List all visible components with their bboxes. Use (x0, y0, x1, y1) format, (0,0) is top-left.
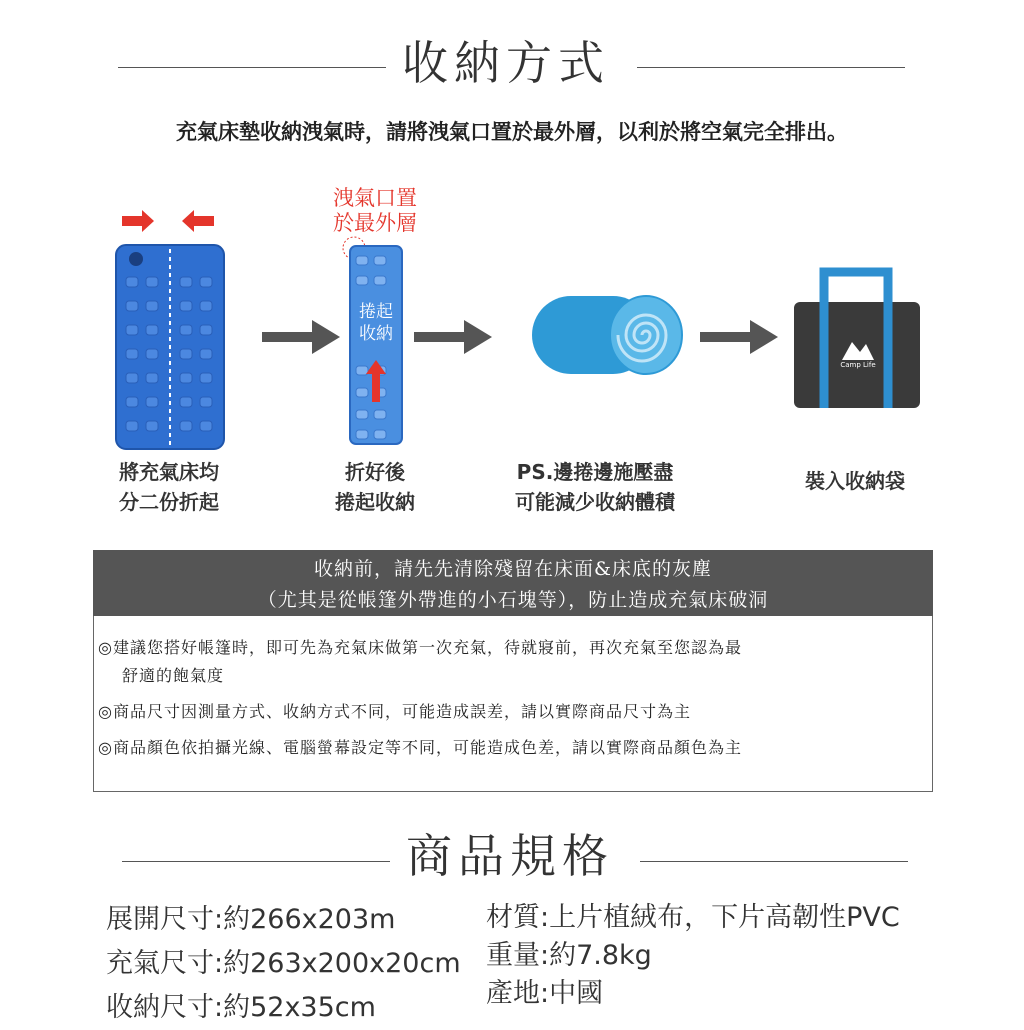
step-caption-4 (770, 466, 940, 496)
step-caption-1 (84, 457, 254, 517)
step-arrow-1 (262, 317, 342, 357)
spec-rule-left (122, 861, 390, 862)
section-title-specs: 商品規格 (406, 829, 614, 883)
step-caption-3 (480, 457, 710, 517)
roll-label (350, 301, 402, 345)
section-title-storage: 收納方式 (402, 36, 610, 90)
step-arrow-2 (414, 317, 494, 357)
fold-arrows-icon (118, 206, 218, 236)
title-rule-right (637, 67, 905, 68)
step-caption-2-line2: 捲起收納 (335, 490, 415, 514)
step-caption-4-line1: 裝入收納袋 (805, 469, 905, 493)
step-caption-3-line1: PS.邊捲邊施壓盡 (516, 460, 674, 484)
valve-note-line2: 於最外層 (333, 211, 417, 235)
spec-inflated-size: 充氣尺寸:約263x200x20cm (106, 948, 461, 979)
spec-rule-right (640, 861, 908, 862)
specs-right (486, 896, 900, 1016)
storage-bag-image (790, 262, 924, 412)
spec-unfolded-size: 展開尺寸:約266x203m (106, 904, 396, 935)
spec-stored-size: 收納尺寸:約52x35cm (106, 992, 376, 1023)
roll-label-line2: 收納 (359, 324, 393, 344)
notice-line2: （尤其是從帳篷外帶進的小石塊等），防止造成充氣床破洞 (257, 589, 769, 611)
step-caption-1-line1: 將充氣床均 (119, 460, 219, 484)
mattress-flat-image (114, 243, 226, 451)
step-caption-3-line2: 可能減少收納體積 (515, 490, 675, 514)
bag-logo: Camp Life (840, 361, 876, 369)
specs-left (106, 898, 461, 1030)
valve-note-line1: 洩氣口置 (333, 186, 417, 210)
tip-1-line1: ◎建議您搭好帳篷時，即可先為充氣床做第一次充氣，待就寢前，再次充氣至您認為最 (98, 638, 742, 657)
intro-text: 充氣床墊收納洩氣時，請將洩氣口置於最外層，以利於將空氣完全排出。 (176, 120, 848, 144)
roll-label-line1: 捲起 (359, 302, 393, 322)
notice-banner (93, 550, 933, 616)
spec-weight: 重量:約7.8kg (486, 940, 652, 971)
valve-note (310, 186, 440, 236)
spec-origin: 產地:中國 (486, 978, 604, 1009)
title-rule-left (118, 67, 386, 68)
tip-item (98, 698, 922, 726)
step-caption-2-line1: 折好後 (345, 460, 405, 484)
tips-box (93, 616, 933, 792)
mattress-roll-image (512, 294, 684, 376)
tip-3-line1: ◎商品顏色依拍攝光線、電腦螢幕設定等不同，可能造成色差，請以實際商品顏色為主 (98, 738, 742, 757)
tip-item (98, 734, 922, 762)
step-caption-2 (290, 457, 460, 517)
tip-1-line2: 舒適的飽氣度 (122, 666, 225, 685)
tip-2-line1: ◎商品尺寸因測量方式、收納方式不同，可能造成誤差，請以實際商品尺寸為主 (98, 702, 691, 721)
notice-line1: 收納前，請先先清除殘留在床面&床底的灰塵 (314, 558, 712, 580)
step-arrow-3 (700, 317, 780, 357)
tip-item (98, 634, 922, 690)
step-caption-1-line2: 分二份折起 (119, 490, 219, 514)
spec-material: 材質:上片植絨布，下片高韌性PVC (486, 902, 900, 933)
